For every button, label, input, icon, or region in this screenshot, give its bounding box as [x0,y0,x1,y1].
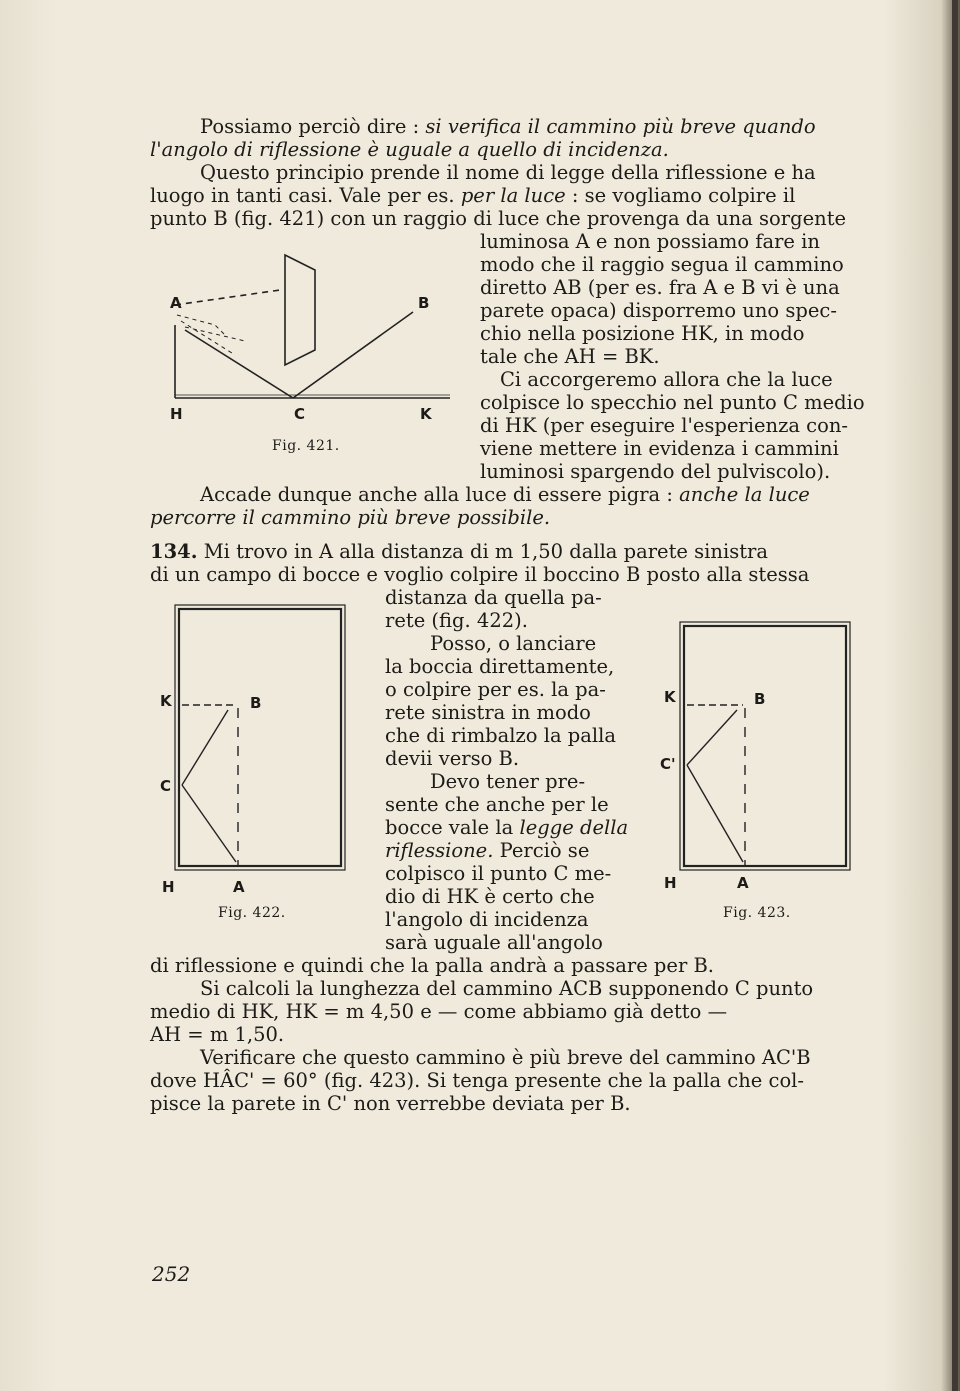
para3-line4: viene mettere in evidenza i cammini [480,437,839,460]
source-rays [177,315,245,355]
para3-line3: di HK (per eseguire l'esperienza con- [480,414,848,437]
fig423-label-h: H [664,874,677,892]
p134-m11b: legge della [519,816,629,839]
fig423-label-b: B [754,690,766,708]
p134-line1 [150,541,860,564]
p134-line3: di riflessione e quindi che la palla andrà a passare per B. [150,954,715,977]
p134-m12b: Perciò se [493,839,590,862]
p134-mid7: che di rimbalzo la palla [385,724,617,747]
para2-line9: tale che AH = BK. [480,345,660,368]
p134-line4: Si calcoli la lunghezza del cammino ACB supponendo C punto [200,977,814,1000]
p134-mid12 [385,840,630,863]
p134-mid3: Posso, o lanciare [430,632,597,655]
para3-line7: percorre il cammino più breve possibile. [150,506,551,529]
page-edge [952,0,958,1391]
p134-mid16: sarà uguale all'angolo [385,931,603,954]
p134-mid5: o colpire per es. la pa- [385,678,606,701]
fig421-label-b: B [418,294,430,312]
p134-mid9: Devo tener pre- [430,770,586,793]
ray-reflected [293,312,413,398]
ray-from-a [687,765,743,862]
para2-l2a: luogo in tanti casi. Vale per es. [150,184,461,207]
p134-line7: Verificare che questo cammino è più breve del cammino AC'B [200,1046,811,1069]
fig422-label-b: B [250,694,262,712]
figure-421 [165,255,465,415]
figure-422 [170,600,350,875]
para3-l6b: anche la luce [679,483,810,506]
para2-line1: Questo principio prende il nome di legge della riflessione e ha [200,161,816,184]
p134-line8: dove HÂC' = 60° (fig. 423). Si tenga presente che la palla che col- [150,1069,805,1092]
para2-line4: luminosa A e non possiamo fare in [480,230,820,253]
para1-italic: si verifica il cammino più breve quando [425,115,816,138]
para1-line2: l'angolo di riflessione è uguale a quello di incidenza. [150,138,669,161]
fig422-label-h: H [162,878,175,896]
para3-l6a: Accade dunque anche alla luce di essere pigra : [200,483,680,506]
para1-line1 [150,116,910,139]
para3-line6 [150,484,910,507]
p134-mid8: devii verso B. [385,747,520,770]
p134-mid6: rete sinistra in modo [385,701,591,724]
fig421-label-h: H [170,405,183,423]
fig422-label-k: K [160,692,172,710]
p134-line5: medio di HK, HK = m 4,50 e — come abbiamo già detto — [150,1000,728,1023]
fig421-label-c: C [294,405,306,423]
p134-mid2: rete (fig. 422). [385,609,528,632]
fig421-label-a: A [170,294,182,312]
figure-423 [675,600,855,875]
p134-mid10: sente che anche per le [385,793,609,816]
p134-line2: di un campo di bocce e voglio colpire il boccino B posto alla stessa [150,563,810,586]
p134-mid13: colpisco il punto C me- [385,862,612,885]
para2-line5: modo che il raggio segua il cammino [480,253,844,276]
p134-l1: Mi trovo in A alla distanza di m 1,50 dalla parete sinistra [197,540,768,563]
para2-line2 [150,185,860,208]
para1-text: Possiamo perciò dire : [200,115,426,138]
p134-m11a: bocce vale la [385,816,520,839]
fig422-label-a: A [233,878,245,896]
ray-from-a [182,785,236,862]
p134-mid14: dio di HK è certo che [385,885,595,908]
p134-line9: pisce la parete in C' non verrebbe deviata per B. [150,1092,631,1115]
page-number: 252 [152,1262,191,1286]
fig421-label-k: K [420,405,432,423]
para2-line8: chio nella posizione HK, in modo [480,322,805,345]
p134-m12a: riflessione. [385,839,494,862]
p134-line6: AH = m 1,50. [150,1023,285,1046]
para2-l2c: : se vogliamo colpire il [565,184,796,207]
p134-mid15: l'angolo di incidenza [385,908,589,931]
para2-line3: punto B (fig. 421) con un raggio di luce che provenga da una sorgente [150,207,847,230]
ray-incident [185,330,293,398]
para2-line6: diretto AB (per es. fra A e B vi è una [480,276,840,299]
fig423-label-a: A [737,874,749,892]
para3-line1: Ci accorgeremo allora che la luce [500,368,833,391]
p134-mid1: distanza da quella pa- [385,586,602,609]
para3-line5: luminosi spargendo del pulviscolo). [480,460,831,483]
ray-to-b [687,710,737,765]
para2-l2b: per la luce [460,184,566,207]
fig421-caption: Fig. 421. [272,438,340,454]
p134-mid4: la boccia direttamente, [385,655,615,678]
problem-number: 134. [150,540,198,563]
para2-line7: parete opaca) disporremo uno spec- [480,299,837,322]
fig423-caption: Fig. 423. [723,905,791,921]
para3-line2: colpisce lo specchio nel punto C medio [480,391,865,414]
ray-to-b [182,710,228,785]
p134-mid11 [385,817,630,840]
fig423-label-c: C' [660,755,676,773]
ray-blocked [175,290,280,305]
opaque-wall [285,255,315,365]
fig423-label-k: K [664,688,676,706]
fig422-caption: Fig. 422. [218,905,286,921]
fig422-label-c: C [160,777,172,795]
